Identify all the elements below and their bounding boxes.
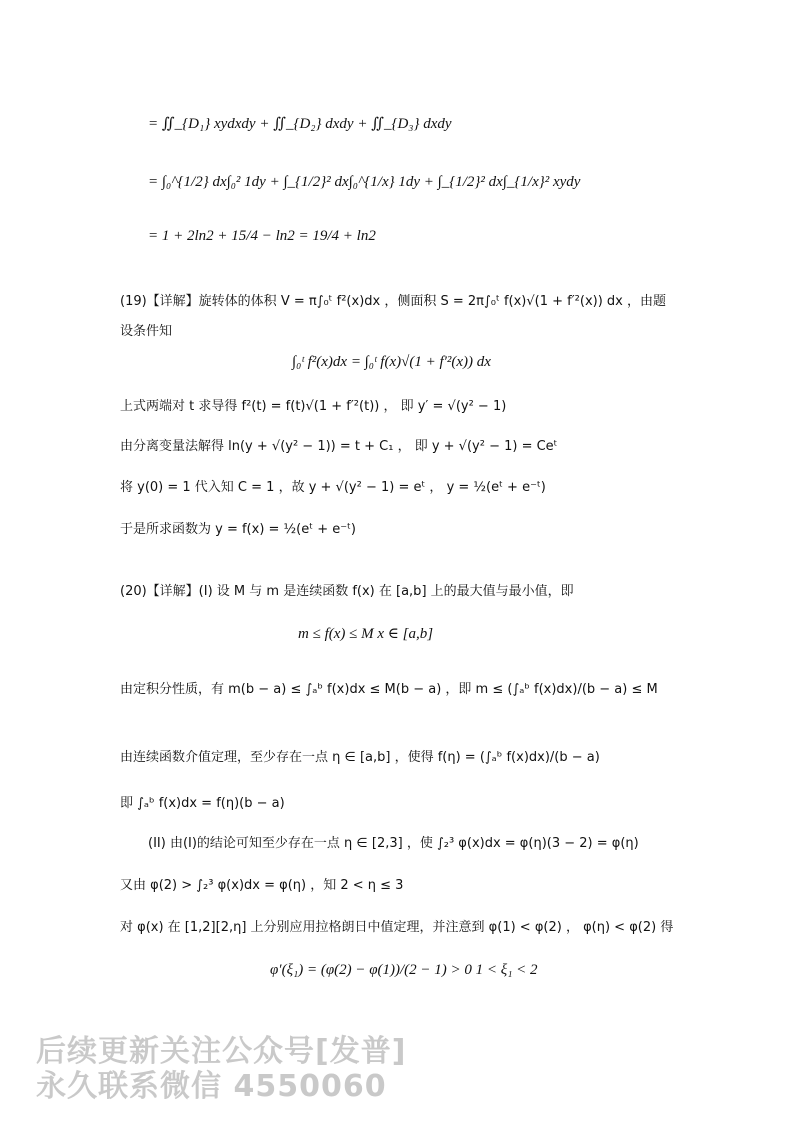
problem-20-heading: (20)【详解】(I) 设 M 与 m 是连续函数 f(x) 在 [a,b] 上的最大值与最小值，即: [120, 584, 574, 599]
equation-line-1: = ∬_{D₁} xydxdy + ∬_{D₂} dxdy + ∬_{D₃} dxdy: [148, 116, 452, 132]
text-line: 上式两端对 t 求导得 f²(t) = f(t)√(1 + f′²(t)) ， 即 y′ = √(y² − 1): [120, 399, 507, 414]
text-line: 将 y(0) = 1 代入知 C = 1 ，故 y + √(y² − 1) = eᵗ ， y = ½(eᵗ + e⁻ᵗ): [120, 480, 546, 495]
text-line: 又由 φ(2) > ∫₂³ φ(x)dx = φ(η) ，知 2 < η ≤ 3: [120, 878, 404, 893]
watermark-line-2: 永久联系微信 4550060: [36, 1069, 387, 1104]
text-line: 由分离变量法解得 ln(y + √(y² − 1)) = t + C₁ ， 即 y + √(y² − 1) = Ceᵗ: [120, 439, 558, 454]
text-line: 由定积分性质，有 m(b − a) ≤ ∫ₐᵇ f(x)dx ≤ M(b − a) ，即 m ≤ (∫ₐᵇ f(x)dx)/(b − a) ≤ M: [120, 682, 658, 697]
equation-line-3: = 1 + 2ln2 + 15/4 − ln2 = 19/4 + ln2: [148, 228, 376, 244]
text-line: 由连续函数介值定理，至少存在一点 η ∈ [a,b] ，使得 f(η) = (∫ₐᵇ f(x)dx)/(b − a): [120, 750, 600, 765]
equation-line-2: = ∫₀^{1/2} dx∫₀² 1dy + ∫_{1/2}² dx∫₀^{1/x} 1dy + ∫_{1/2}² dx∫_{1/x}² xydy: [148, 174, 581, 190]
text-line: 对 φ(x) 在 [1,2][2,η] 上分别应用拉格朗日中值定理，并注意到 φ(1) < φ(2) ， φ(η) < φ(2) 得: [120, 920, 674, 935]
text-line: 设条件知: [120, 324, 173, 339]
equation-line: ∫₀ᵗ f²(x)dx = ∫₀ᵗ f(x)√(1 + f′²(x)) dx: [292, 354, 491, 370]
text-line: 于是所求函数为 y = f(x) = ½(eᵗ + e⁻ᵗ): [120, 522, 356, 537]
text-line: 即 ∫ₐᵇ f(x)dx = f(η)(b − a): [120, 796, 285, 811]
equation-line: φ′(ξ₁) = (φ(2) − φ(1))/(2 − 1) > 0 1 < ξ₁ < 2: [270, 962, 538, 978]
problem-19-heading: (19)【详解】旋转体的体积 V = π∫₀ᵗ f²(x)dx ，侧面积 S = 2π∫₀ᵗ f(x)√(1 + f′²(x)) dx ，由题: [120, 294, 666, 309]
text-line: (II) 由(I)的结论可知至少存在一点 η ∈ [2,3] ，使 ∫₂³ φ(x)dx = φ(η)(3 − 2) = φ(η): [148, 836, 639, 851]
watermark-line-1: 后续更新关注公众号[发普]: [36, 1034, 407, 1069]
equation-line: m ≤ f(x) ≤ M x ∈ [a,b]: [298, 626, 434, 642]
